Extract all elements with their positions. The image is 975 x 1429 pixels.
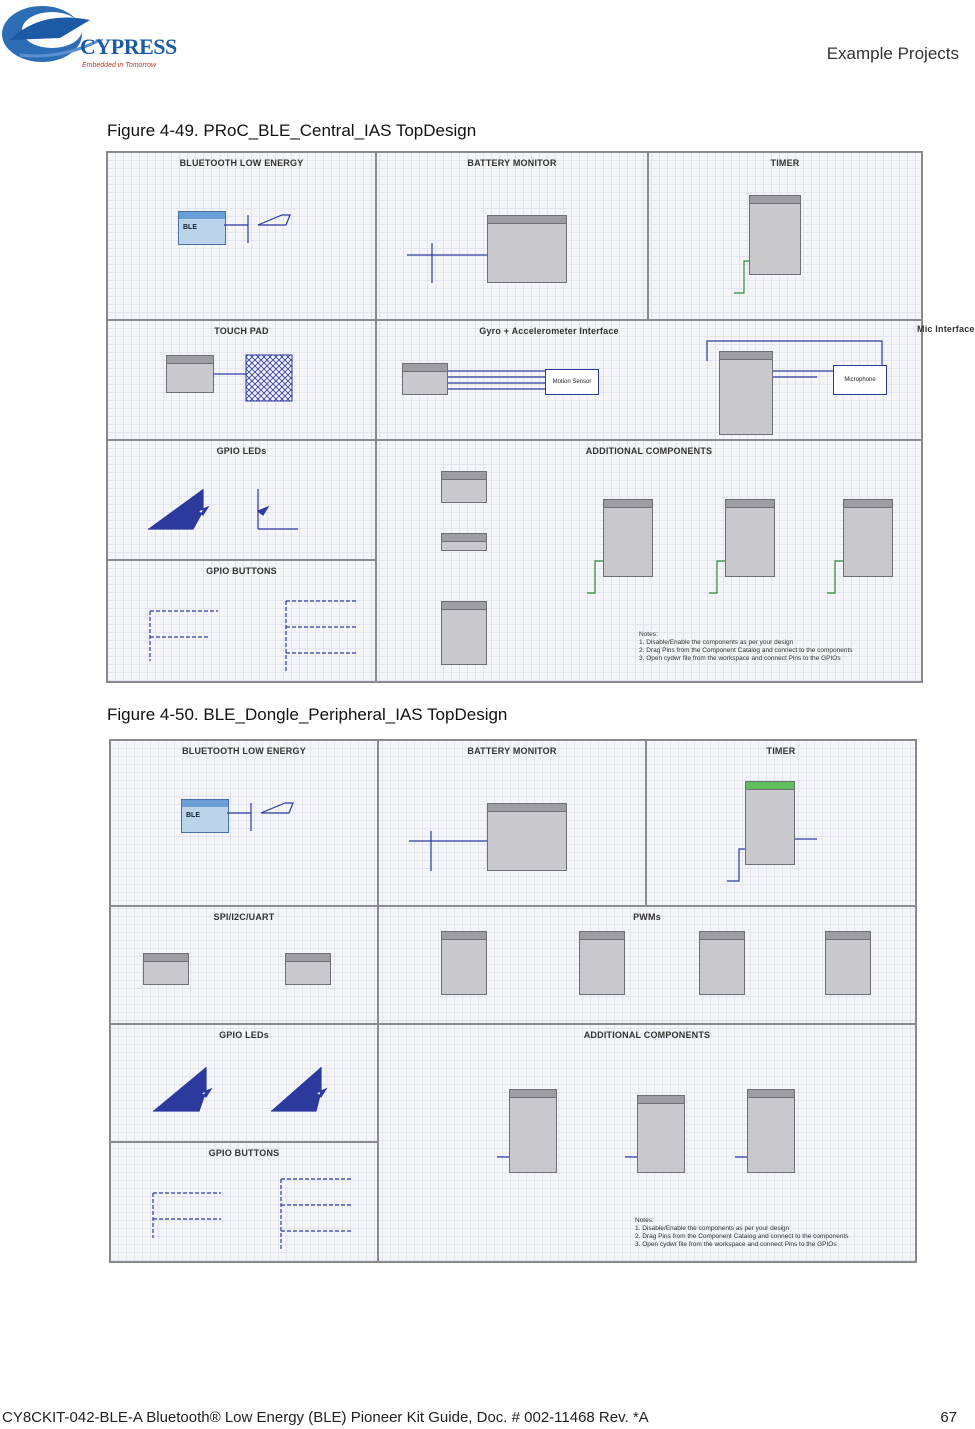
panel-battery [378,740,646,906]
note-1: 1. Disable/Enable the components as per your design [639,639,794,646]
panel-spi [110,906,378,1024]
motion-sensor-box: Motion Sensor [545,369,599,395]
panel-title: BATTERY MONITOR [467,158,557,168]
figure1-notes [639,631,853,663]
page-number: 67 [940,1409,957,1426]
ble-component: BLE [178,211,226,245]
notes-title: Notes: [639,631,658,638]
panel-touch [107,320,376,440]
pwm-component [441,931,487,995]
panel-title: GPIO LEDs [216,446,267,456]
note-3: 3. Open cydwr file from the workspace and connect Pins to the GPIOs [635,1241,837,1248]
panel-buttons [110,1142,378,1262]
panel-title: TOUCH PAD [214,326,269,336]
panel-pwms [378,906,916,1024]
panel-gyro-mic: Gyro + Accelerometer Interface Mic Interface Motion Sensor Microphone [376,320,922,440]
panel-title: Gyro + Accelerometer Interface [479,326,619,336]
panel-title: ADDITIONAL COMPONENTS [583,1030,711,1040]
panel-title: GPIO LEDs [219,1030,269,1040]
figure2-caption: Figure 4-50. BLE_Dongle_Peripheral_IAS TopDesign [107,705,508,724]
panel-buttons [107,560,376,682]
panel-title: BATTERY MONITOR [467,746,557,756]
note-1: 1. Disable/Enable the components as per your design [635,1225,790,1232]
panel-title: GPIO BUTTONS [206,566,277,576]
note-2: 2. Drag Pins from the Component Catalog and connect to the components [639,647,853,654]
microphone-box: Microphone [833,365,887,395]
panel-battery [376,152,648,320]
panel-timer [648,152,922,320]
panel-title: PWMs [633,912,661,922]
panel-title: TIMER [770,158,800,168]
cypress-logo [0,0,190,80]
figure2-schematic [109,739,917,1263]
section-title: Example Projects [826,44,959,63]
figure1-schematic [106,151,975,683]
brand-tagline: Embedded in Tomorrow [82,62,157,69]
figure1-caption: Figure 4-49. PRoC_BLE_Central_IAS TopDesign [107,121,477,140]
note-3: 3. Open cydwr file from the workspace and connect Pins to the GPIOs [639,655,841,662]
pwm-component [825,931,871,995]
panel-title: BLUETOOTH LOW ENERGY [179,158,304,168]
panel-additional [378,1024,916,1262]
panel-ble [107,152,376,320]
panel-title: ADDITIONAL COMPONENTS [585,446,713,456]
panel-leds [107,440,376,560]
panel-timer [646,740,916,906]
scb-component [143,953,189,985]
figure2-notes [635,1217,849,1249]
brand-name: CYPRESS [80,34,177,59]
note-2: 2. Drag Pins from the Component Catalog and connect to the components [635,1233,849,1240]
panel-title: GPIO BUTTONS [208,1148,280,1158]
panel-title: SPI/I2C/UART [213,912,275,922]
panel-title: BLUETOOTH LOW ENERGY [182,746,306,756]
notes-title: Notes: [635,1217,654,1224]
scb-component [285,953,331,985]
panel-leds [110,1024,378,1142]
footer-doc-info: CY8CKIT-042-BLE-A Bluetooth® Low Energy (BLE) Pioneer Kit Guide, Doc. # 002-11468 Rev. *A [2,1409,649,1426]
panel-title: TIMER [766,746,796,756]
panel-additional [376,440,922,682]
pwm-component [579,931,625,995]
ble-component: BLE [181,799,229,833]
panel-ble [110,740,378,906]
pwm-component [699,931,745,995]
